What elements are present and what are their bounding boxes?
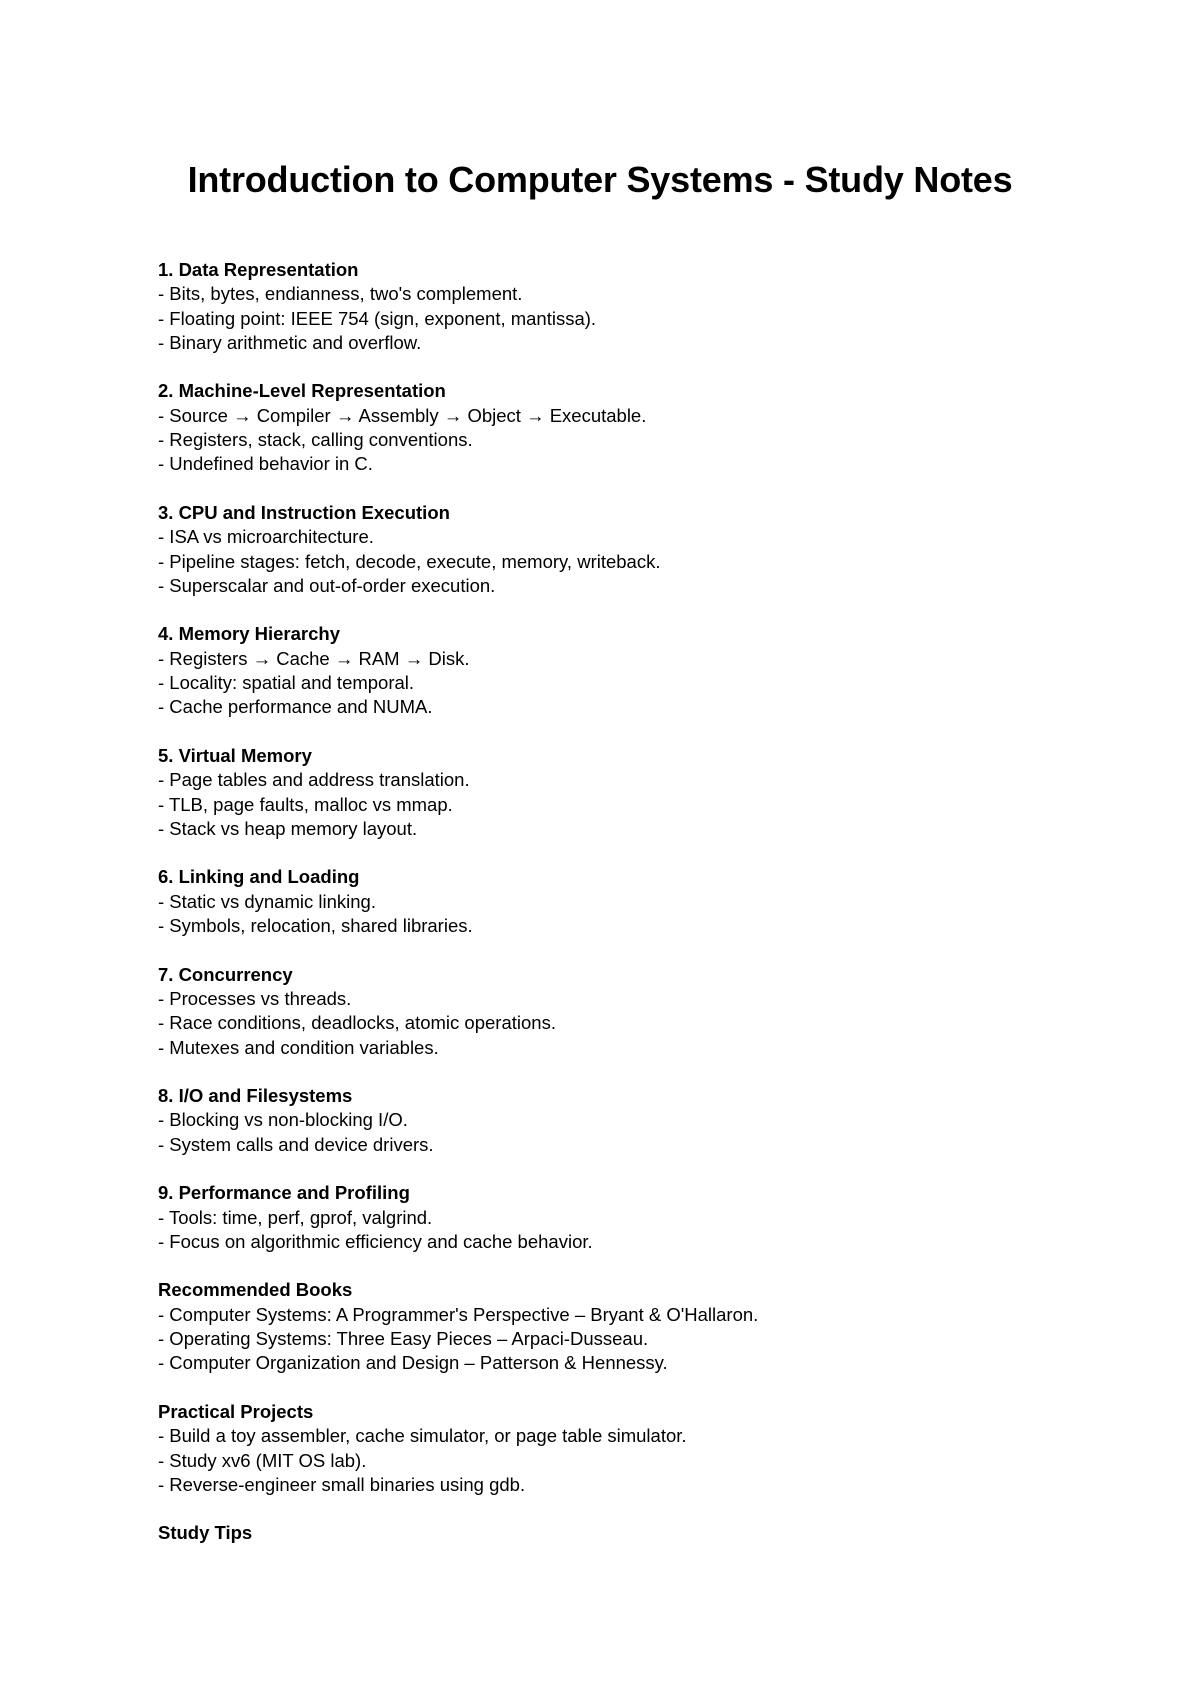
bullet-item: - Mutexes and condition variables. [158,1036,439,1058]
section [158,379,1098,476]
section [158,963,1098,1060]
bullet-item: - Operating Systems: Three Easy Pieces – Arpaci-Dusseau. [158,1328,649,1350]
section-heading: 5. Virtual Memory [158,744,312,766]
page-title: Introduction to Computer Systems - Study Notes [187,159,1013,200]
section-heading: 3. CPU and Instruction Execution [158,501,450,523]
section [158,1521,1098,1545]
bullet-item: - Race conditions, deadlocks, atomic operations. [158,1012,556,1034]
section-heading: 8. I/O and Filesystems [158,1085,353,1107]
bullet-item: - Registers → Cache → RAM → Disk. [158,647,470,669]
bullet-item: - System calls and device drivers. [158,1133,434,1155]
section [158,744,1098,841]
bullet-item: - Computer Organization and Design – Patterson & Hennessy. [158,1352,668,1374]
section-heading: 2. Machine-Level Representation [158,380,446,402]
bullet-item: - Symbols, relocation, shared libraries. [158,915,473,937]
section [158,258,1098,355]
section-heading: Recommended Books [158,1279,353,1301]
bullet-item: - Stack vs heap memory layout. [158,817,418,839]
section [158,501,1098,598]
bullet-item: - Tools: time, perf, gprof, valgrind. [158,1206,433,1228]
bullet-item: - Blocking vs non-blocking I/O. [158,1109,408,1131]
bullet-item: - Reverse-engineer small binaries using gdb. [158,1473,526,1495]
bullet-item: - Study xv6 (MIT OS lab). [158,1449,367,1471]
section-heading: Practical Projects [158,1400,314,1422]
section [158,1278,1098,1375]
bullet-item: - Superscalar and out-of-order execution. [158,574,496,596]
document-body [158,258,1098,1570]
bullet-item: - TLB, page faults, malloc vs mmap. [158,793,453,815]
bullet-item: - Pipeline stages: fetch, decode, execute, memory, writeback. [158,550,661,572]
section [158,1181,1098,1254]
bullet-item: - Static vs dynamic linking. [158,890,376,912]
section-heading: 4. Memory Hierarchy [158,623,341,645]
bullet-item: - Source → Compiler → Assembly → Object → Executable. [158,404,647,426]
bullet-item: - ISA vs microarchitecture. [158,526,374,548]
section [158,865,1098,938]
section-heading: 7. Concurrency [158,963,293,985]
bullet-item: - Focus on algorithmic efficiency and cache behavior. [158,1230,593,1252]
bullet-item: - Locality: spatial and temporal. [158,672,415,694]
section [158,622,1098,719]
section [158,1400,1098,1497]
section-heading: Study Tips [158,1522,253,1544]
section-heading: 1. Data Representation [158,259,359,280]
bullet-item: - Undefined behavior in C. [158,453,373,475]
bullet-item: - Build a toy assembler, cache simulator, or page table simulator. [158,1425,687,1447]
bullet-item: - Registers, stack, calling conventions. [158,429,473,451]
section [158,1084,1098,1157]
bullet-item: - Binary arithmetic and overflow. [158,331,422,353]
bullet-item: - Bits, bytes, endianness, two's complement. [158,283,523,305]
bullet-item: - Processes vs threads. [158,987,352,1009]
bullet-item: - Page tables and address translation. [158,769,470,791]
bullet-item: - Cache performance and NUMA. [158,696,433,718]
bullet-item: - Floating point: IEEE 754 (sign, exponent, mantissa). [158,307,597,329]
section-heading: 9. Performance and Profiling [158,1182,410,1204]
section-heading: 6. Linking and Loading [158,866,360,888]
bullet-item: - Computer Systems: A Programmer's Perspective – Bryant & O'Hallaron. [158,1303,759,1325]
